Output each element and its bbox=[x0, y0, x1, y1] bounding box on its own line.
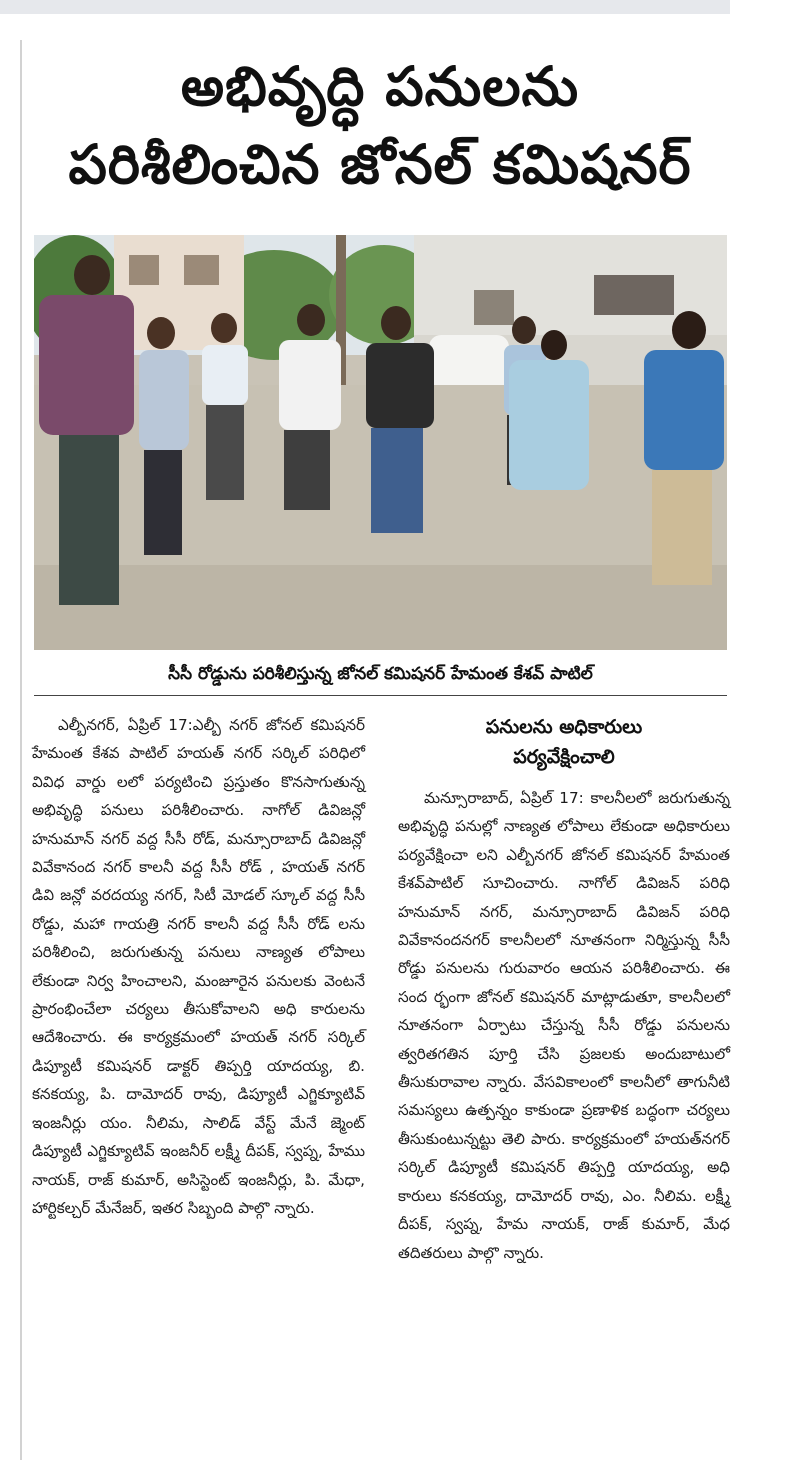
photo-caption: సీసీ రోడ్డును పరిశీలిస్తున్న జోనల్ కమిషనర్ హేమంత కేశవ్ పాటిల్ bbox=[168, 664, 593, 684]
headline-line-2: పరిశీలించిన జోనల్ కమిషనర్ bbox=[68, 133, 692, 196]
headline-line-1: అభివృద్ధి పనులను bbox=[180, 55, 580, 118]
article-left-body: ఎల్బీనగర్, ఏప్రిల్ 17:ఎల్బీ నగర్ జోనల్ కమిషనర్ హేమంత కేశవ పాటిల్ హయత్ నగర్ సర్కిల్ పరిధిలో వివిధ వార్డు లలో పర్యటించి ప్రస్తుతం కొనసాగుతున్న అభివృద్ధి పనులు పరిశీలించారు. నాగోల్ డివిజన్లో హనుమాన్ నగర్ వద్ద సీసీ రోడ్, మన్సూరాబాద్ డివిజన్లో వివేకానంద నగర్ కాలనీ వద్ద సీసీ రోడ్ , హయత్ నగర్ డివి జన్లో వరదయ్య నగర్, సిటీ మోడల్ స్కూల్ వద్ద సీసీ రోడ్డు, మహా గాయత్రి నగర్ కాలనీ వద్ద సీసీ రోడ్ లను పరిశీలించి, జరుగుతున్న పనులు నాణ్యత లోపాలు లేకుండా నిర్వ హించాలని, మంజూరైన పనులకు వెంటనే ప్రారంభించేలా చర్యలు తీసుకోవాలని అధి కారులను ఆదేశించారు. ఈ కార్యక్రమంలో హయత్ నగర్ సర్కిల్ డిప్యూటీ కమిషనర్ డాక్టర్ తిప్పర్తి యాదయ్య, బి. కనకయ్య, పి. దామోదర్ రావు, డిప్యూటీ ఎగ్జిక్యూటివ్ ఇంజనీర్లు యం. నీలిమ, సాలిడ్ వేస్ట్ మేనే జ్మెంట్ డిప్యూటీ ఎగ్జిక్యూటివ్ ఇంజనీర్ లక్ష్మీ దీపక్, స్వప్న, హేము నాయక్, రాజ్ కుమార్, అసిస్టెంట్ ఇంజనీర్లు, పి. మేధా, హార్టికల్చర్ మేనేజర్, ఇతర సిబ్బంది పాల్గొ న్నారు. bbox=[32, 716, 365, 1217]
caption-divider bbox=[34, 695, 727, 696]
article-right-body: మన్సూరాబాద్, ఏప్రిల్ 17: కాలనీలలో జరుగుతున్న అభివృద్ధి పనుల్లో నాణ్యత లోపాలు లేకుండా అధికారులు పర్యవేక్షించా లని ఎల్బీనగర్ జోనల్ కమిషనర్ హేమంత కేశవ్‌పాటిల్ సూచించారు. నాగోల్ డివిజన్ పరిధి హనుమాన్ నగర్, మన్సూరాబాద్ డివిజన్ పరిధి వివేకానందనగర్ కాలనీలలో నూతనంగా నిర్మిస్తున్న సీసీ రోడ్డు పనులను గురువారం ఆయన పరిశీలించారు. ఈ సంద ర్భంగా జోనల్ కమిషనర్ మాట్లాడుతూ, కాలనీలలో నూతనంగా ఏర్పాటు చేస్తున్న సీసీ రోడ్డు పనులను త్వరితగతిన పూర్తి చేసి ప్రజలకు అందుబాటులో తీసుకురావాల న్నారు. వేసవికాలంలో కాలనీలో తాగునీటి సమస్యలు ఉత్పన్నం కాకుండా ప్రణాళిక బద్ధంగా చర్యలు తీసుకుంటున్నట్టు తెలి పారు. కార్యక్రమంలో హయత్‌నగర్ సర్కిల్ డిప్యూటీ కమిషనర్ తిప్పర్తి యాదయ్య, అధి కారులు కనకయ్య, దామోదర్ రావు, ఎం. నీలిమ. లక్ష్మీ దీపక్, స్వప్న, హేమ నాయక్, రాజ్ కుమార్, మేధ తదితరులు పాల్గొ న్నారు. bbox=[398, 789, 730, 1262]
column-divider bbox=[20, 40, 22, 1460]
headline bbox=[30, 48, 730, 204]
news-photo bbox=[34, 235, 727, 650]
article-right-subheading bbox=[398, 712, 730, 772]
subheading-line-1: పనులను అధికారులు bbox=[485, 716, 643, 738]
top-bar bbox=[0, 0, 730, 14]
subheading-line-2: పర్యవేక్షించాలి bbox=[513, 746, 615, 768]
photo-illustration bbox=[34, 235, 727, 650]
